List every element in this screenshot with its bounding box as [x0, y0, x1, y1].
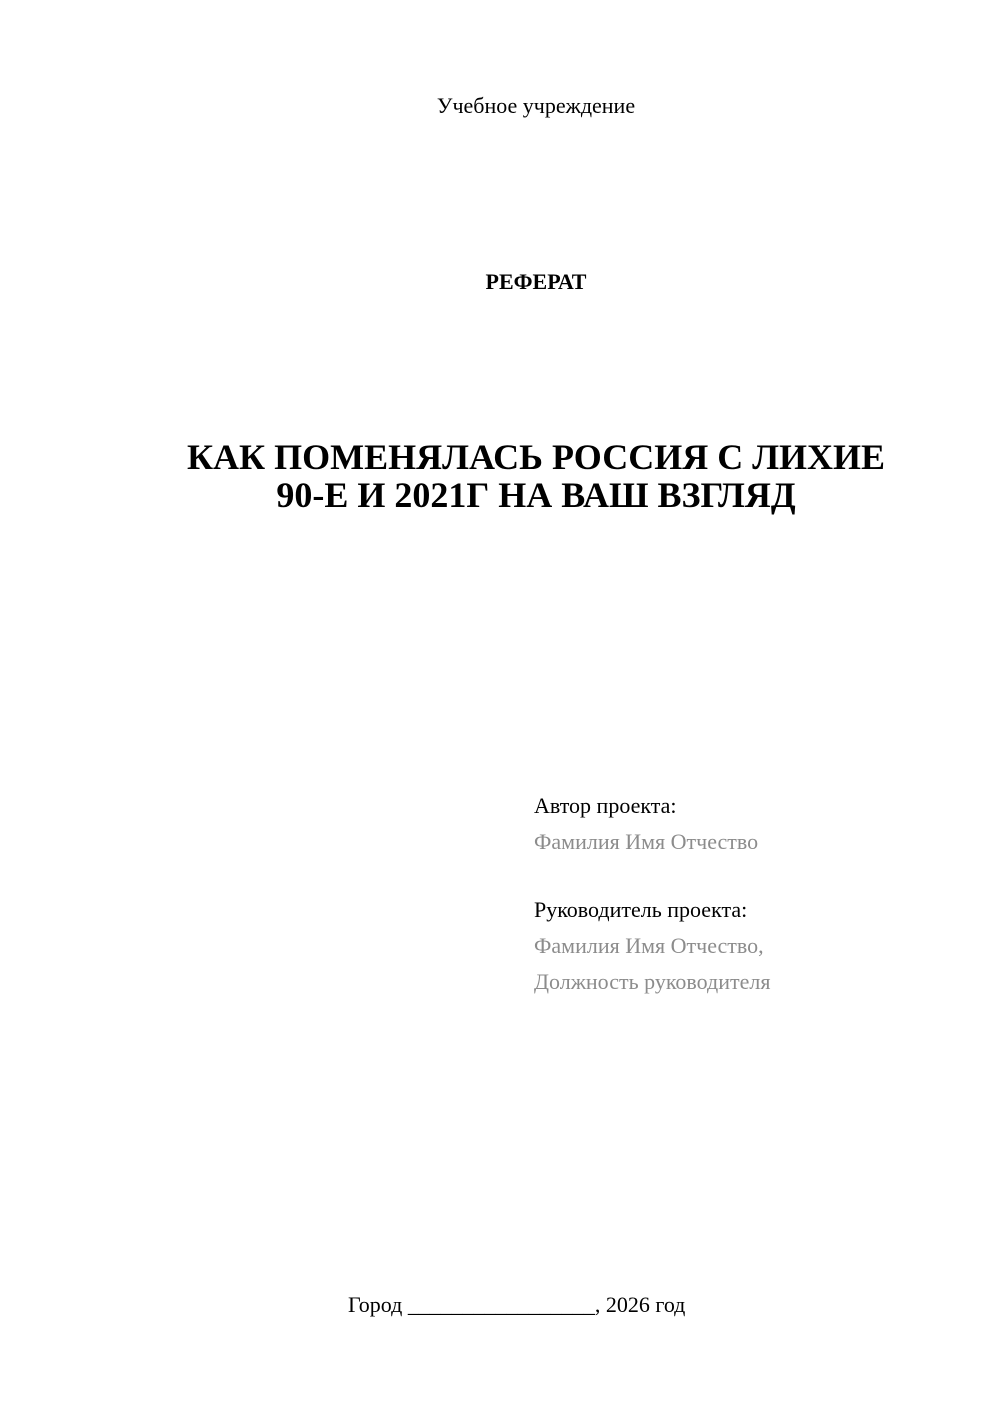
author-name-placeholder: Фамилия Имя Отчество [534, 829, 759, 854]
authors-block [534, 788, 974, 1000]
city-year-line: Город _________________, 2026 год [348, 1292, 686, 1317]
institution-name: Учебное учреждение [436, 93, 636, 118]
authors-spacer [534, 860, 974, 892]
document-type: РЕФЕРАТ [485, 269, 587, 294]
supervisor-name-placeholder: Фамилия Имя Отчество, [534, 933, 764, 958]
supervisor-label: Руководитель проекта: [534, 897, 748, 922]
document-title [70, 438, 1000, 514]
title-line-1: КАК ПОМЕНЯЛАСЬ РОССИЯ С ЛИХИЕ [186, 437, 886, 477]
title-line-2: 90-Е И 2021Г НА ВАШ ВЗГЛЯД [276, 475, 796, 515]
author-label: Автор проекта: [534, 793, 677, 818]
supervisor-position-placeholder: Должность руководителя [534, 969, 771, 994]
